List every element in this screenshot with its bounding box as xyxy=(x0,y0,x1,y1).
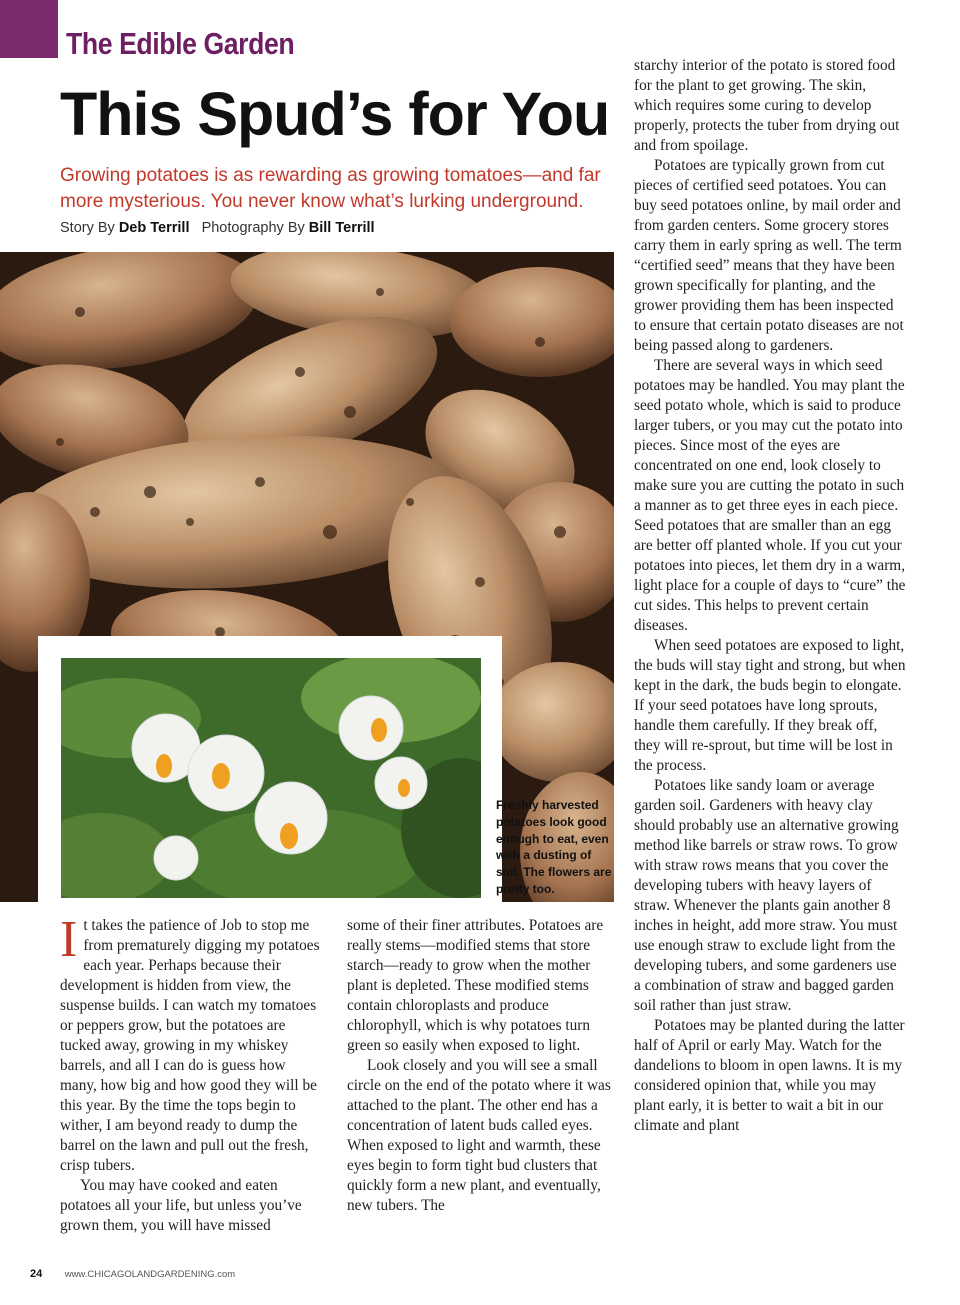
headline: This Spud’s for You xyxy=(60,80,610,148)
page-footer xyxy=(30,1264,235,1282)
body-column-2 xyxy=(347,916,615,1216)
byline xyxy=(60,220,375,236)
photo-caption: Freshly harvested potatoes look good enough to eat, even with a dusting of soil. The flowers are pretty too. xyxy=(496,798,612,896)
section-color-tab xyxy=(0,0,58,58)
body-paragraph: When seed potatoes are exposed to light, the buds will stay tight and strong, but when kept in the dark, the buds begin to elongate. If your seed potatoes have long sprouts, handle them carefully. If they break off, they will re-sprout, but time will be lost in the process. xyxy=(634,637,906,774)
body-paragraph-text: t takes the patience of Job to stop me from prematurely digging my potatoes each year. Perhaps because their development is hidden from view, the suspense builds. I can watch my tomatoes or peppers grow, but the potatoes are tucked away, growing in my whiskey barrels, and all I can do is guess how many, how big and how good they will be this year. By the time the tops begin to wither, I am beyond ready to dump the barrel on the lawn and pull out the fresh, crisp tubers. xyxy=(60,917,320,1174)
byline-story-prefix: Story By xyxy=(60,220,115,236)
body-paragraph: starchy interior of the potato is stored food for the plant to get growing. The skin, which requires some curing to develop properly, protects the tuber from drying out and from spoilage. xyxy=(634,57,900,154)
body-paragraph: There are several ways in which seed potatoes may be handled. You may plant the seed potato whole, which is said to produce larger tubers, or you may cut the potato into pieces. Since most of the eyes are concentrated on one end, look closely to make sure you are cutting the potato in such a manner as to get three eyes in each piece. Seed potatoes that are smaller than an egg are better off planted whole. If you cut your potatoes into pieces, let them dry in a warm, light place for a couple of days to “cure” the cut sides. This helps to prevent certain diseases. xyxy=(634,357,906,634)
body-paragraph: some of their finer attributes. Potatoes are really stems—modified stems that store starch—ready to grow when the mother plant is depleted. These modified stems contain chloroplasts and produce chlorophyll, which is why potatoes turn green so easily when exposed to light. xyxy=(347,917,604,1054)
body-paragraph: Potatoes like sandy loam or average garden soil. Gardeners with heavy clay should probably use an alternative growing method like barrels or straw rows. To grow with straw rows means that you cover the developing tubers with heavy layers of straw. Whenever the plants gain another 8 inches in height, add more straw. You must use enough straw to exclude light from the developing tubers, and some gardeners use a combination of straw and bagged garden soil rather than just straw. xyxy=(634,777,899,1014)
drop-cap: I xyxy=(60,911,78,968)
byline-story-author: Deb Terrill xyxy=(118,220,190,236)
potato-flowers-photo xyxy=(61,658,481,898)
byline-photo-author: Bill Terrill xyxy=(308,220,375,236)
body-column-3 xyxy=(634,56,906,1136)
website-url: www.CHICAGOLANDGARDENING.com xyxy=(64,1269,236,1280)
body-column-1 xyxy=(60,911,322,1236)
page-number: 24 xyxy=(30,1268,43,1280)
body-paragraph: Potatoes are typically grown from cut pieces of certified seed potatoes. You can buy seed potatoes online, by mail order and from garden centers. Some grocery stores carry them in early spring as well. The term “certified seed” means that they have been grown specifically for planting, and the grower providing them has been inspected to ensure that certain potato diseases are not being passed along to gardeners. xyxy=(634,157,904,354)
body-paragraph: Potatoes may be planted during the latter half of April or early May. Watch for the dandelions to bloom in open lawns. It is my considered opinion that, while you may plant early, it is better to wait a bit in our climate and plant xyxy=(634,1017,905,1134)
byline-photo-prefix: Photography By xyxy=(201,220,305,236)
body-paragraph: Look closely and you will see a small circle on the end of the potato where it was attached to the plant. The other end has a concentration of latent buds called eyes. When exposed to light and warmth, these eyes begin to form tight bud clusters that quickly form a new plant, and eventually, new tubers. The xyxy=(347,1057,611,1214)
deck: Growing potatoes is as rewarding as growing tomatoes—and far more mysterious. You never know what’s lurking underground. xyxy=(60,165,601,212)
section-title: The Edible Garden xyxy=(66,26,295,61)
body-paragraph: You may have cooked and eaten potatoes all your life, but unless you’ve grown them, you will have missed xyxy=(60,1177,302,1234)
body-paragraph xyxy=(60,911,322,1176)
